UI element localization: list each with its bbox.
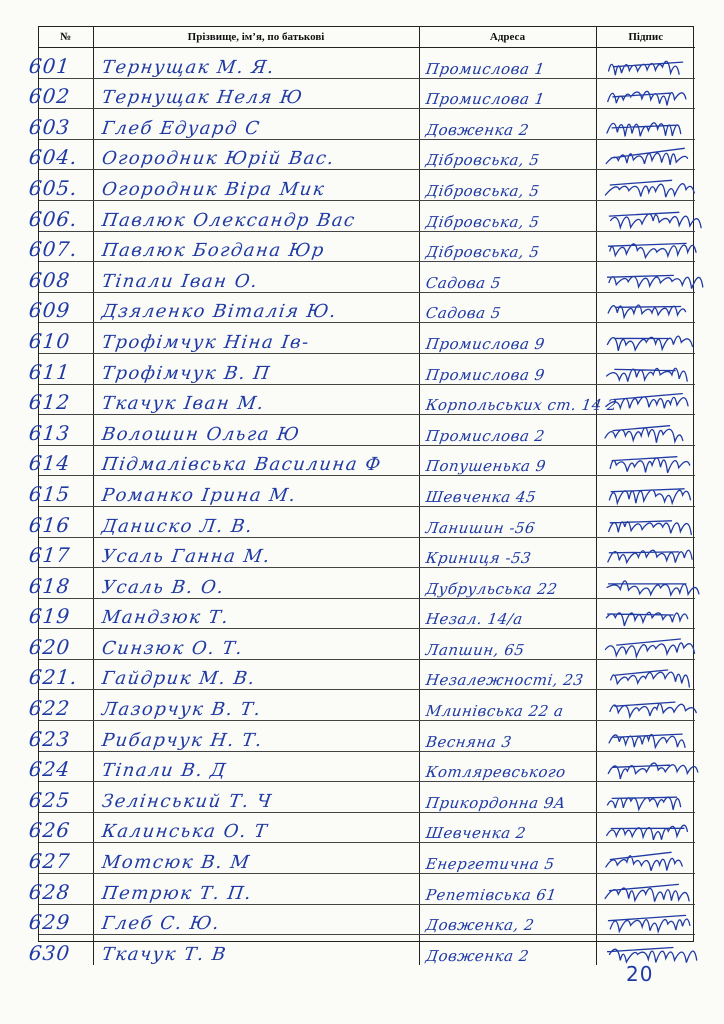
row-name-cell [93, 751, 419, 782]
table-row [39, 629, 695, 660]
row-number: 601 [27, 53, 72, 78]
handwritten-signature [597, 416, 696, 445]
row-address: Дібровська, 5 [424, 212, 541, 231]
row-number: 606. [27, 206, 79, 231]
row-number-cell [27, 629, 93, 660]
row-address-cell [419, 170, 596, 201]
table-row [39, 109, 695, 140]
row-name: Даниско Л. В. [100, 515, 255, 537]
table-row [39, 139, 695, 170]
row-address-cell [419, 445, 596, 476]
row-signature-cell [596, 170, 695, 201]
table-row [39, 170, 695, 201]
row-address-cell [419, 843, 596, 874]
row-name-cell [93, 200, 419, 231]
row-number-cell [27, 48, 93, 79]
row-name: Тернущак М. Я. [100, 56, 276, 78]
row-name-cell [93, 445, 419, 476]
table-row [39, 782, 695, 813]
row-name: Огородник Юрій Вас. [100, 148, 336, 170]
header-name: Прізвище, ім’я, по батькові [93, 27, 419, 48]
row-address: Дібровська, 5 [424, 243, 541, 262]
row-number-cell [27, 384, 93, 415]
row-address-cell [419, 812, 596, 843]
row-name: Петрюк Т. П. [100, 882, 254, 904]
row-number: 630 [27, 940, 72, 965]
row-address-cell [419, 659, 596, 690]
row-address-cell [419, 598, 596, 629]
row-number: 604. [27, 145, 79, 170]
row-number-cell [27, 445, 93, 476]
row-signature-cell [596, 568, 695, 599]
row-name-cell [93, 262, 419, 293]
table-row [39, 200, 695, 231]
row-address: Прикордонна 9А [424, 793, 567, 812]
row-number: 602 [27, 84, 72, 109]
table-row [39, 721, 695, 752]
table-row [39, 231, 695, 262]
row-signature-cell [596, 109, 695, 140]
table-row [39, 751, 695, 782]
row-number: 618 [27, 573, 72, 598]
row-name: Дзяленко Віталія Ю. [100, 301, 338, 323]
row-name-cell [93, 843, 419, 874]
row-number: 611 [27, 359, 72, 384]
row-address: Весняна 3 [424, 732, 513, 751]
row-signature-cell [596, 78, 695, 109]
row-address: Криниця -53 [424, 549, 532, 568]
row-number-cell [27, 170, 93, 201]
handwritten-signature [597, 691, 696, 720]
handwritten-signature [597, 263, 696, 292]
row-number-cell [27, 568, 93, 599]
handwritten-signature [597, 49, 696, 78]
row-number: 605. [27, 175, 79, 200]
row-address-cell [419, 537, 596, 568]
row-address-cell [419, 262, 596, 293]
table-row [39, 904, 695, 935]
row-number: 609 [27, 298, 72, 323]
row-number-cell [27, 323, 93, 354]
row-signature-cell [596, 751, 695, 782]
row-number: 614 [27, 451, 72, 476]
row-address: Садова 5 [424, 304, 502, 323]
row-name-cell [93, 415, 419, 446]
row-address-cell [419, 935, 596, 965]
row-signature-cell [596, 537, 695, 568]
row-address: Котляревського [424, 763, 567, 782]
row-address: Енергетична 5 [424, 855, 556, 874]
row-number: 629 [27, 910, 72, 935]
row-number-cell [27, 109, 93, 140]
handwritten-signature [597, 171, 696, 200]
row-address: Промислова 1 [424, 59, 546, 78]
row-name-cell [93, 170, 419, 201]
row-number: 623 [27, 726, 72, 751]
table-row [39, 506, 695, 537]
row-number: 620 [27, 634, 72, 659]
row-address-cell [419, 48, 596, 79]
row-name: Огородник Віра Мик [100, 178, 327, 200]
row-address-cell [419, 690, 596, 721]
row-number-cell [27, 874, 93, 905]
table-row [39, 445, 695, 476]
row-name-cell [93, 476, 419, 507]
row-number: 624 [27, 757, 72, 782]
row-name-cell [93, 292, 419, 323]
row-number: 622 [27, 696, 72, 721]
row-address-cell [419, 415, 596, 446]
row-number: 625 [27, 787, 72, 812]
row-address: Корпольських ст. 14 2 [424, 396, 618, 415]
row-address-cell [419, 200, 596, 231]
signature-sheet [27, 26, 694, 965]
row-name: Тіпали Іван О. [100, 270, 260, 292]
row-name: Усаль Ганна М. [100, 546, 272, 568]
row-signature-cell [596, 139, 695, 170]
row-signature-cell [596, 812, 695, 843]
handwritten-signature [597, 446, 696, 475]
row-name: Мотсюк В. М [100, 852, 252, 874]
row-number: 627 [27, 849, 72, 874]
handwritten-signature [597, 844, 696, 873]
row-number-cell [27, 353, 93, 384]
handwritten-signature [597, 905, 696, 934]
row-name: Трофімчук Ніна Ів- [100, 331, 311, 353]
row-address: Шевченка 45 [424, 487, 537, 506]
row-signature-cell [596, 782, 695, 813]
table-row [39, 415, 695, 446]
row-address-cell [419, 323, 596, 354]
handwritten-signature [597, 813, 696, 842]
row-name: Глеб С. Ю. [100, 913, 222, 935]
handwritten-signature [597, 293, 696, 322]
row-name: Ткачук Іван М. [100, 393, 266, 415]
row-name-cell [93, 537, 419, 568]
row-number-cell [27, 782, 93, 813]
handwritten-signature [597, 79, 696, 108]
row-name-cell [93, 629, 419, 660]
row-address-cell [419, 629, 596, 660]
row-address: Дубрульська 22 [424, 579, 559, 598]
row-name-cell [93, 598, 419, 629]
row-address-cell [419, 139, 596, 170]
table-row [39, 476, 695, 507]
row-number: 613 [27, 420, 72, 445]
handwritten-signature [597, 660, 696, 689]
row-number-cell [27, 231, 93, 262]
row-address: Незал. 14/а [424, 610, 524, 629]
row-address-cell [419, 109, 596, 140]
row-name-cell [93, 721, 419, 752]
row-address-cell [419, 292, 596, 323]
row-number-cell [27, 812, 93, 843]
row-signature-cell [596, 292, 695, 323]
row-signature-cell [596, 353, 695, 384]
table-row [39, 598, 695, 629]
row-signature-cell [596, 200, 695, 231]
row-name: Глеб Едуард С [100, 117, 262, 139]
row-signature-cell [596, 262, 695, 293]
table-row [39, 262, 695, 293]
row-number: 608 [27, 267, 72, 292]
row-name: Рибарчук Н. Т. [100, 729, 264, 751]
row-address-cell [419, 384, 618, 415]
row-signature-cell [596, 659, 695, 690]
handwritten-signature [597, 508, 696, 537]
table-row [39, 690, 695, 721]
table-row [39, 78, 695, 109]
handwritten-signature [597, 722, 696, 751]
row-address-cell [419, 904, 596, 935]
row-name-cell [93, 48, 419, 79]
signatures-table [27, 27, 695, 965]
row-address: Довженка 2 [424, 120, 530, 139]
row-number-cell [27, 78, 93, 109]
row-address: Дібровська, 5 [424, 181, 541, 200]
row-address: Незалежності, 23 [424, 671, 585, 690]
row-number: 615 [27, 481, 72, 506]
row-name: Тіпали В. Д [100, 760, 228, 782]
handwritten-signature [597, 630, 696, 659]
row-name-cell [93, 690, 419, 721]
table-row [39, 292, 695, 323]
row-number-cell [27, 659, 93, 690]
row-name-cell [93, 506, 419, 537]
handwritten-signature [597, 569, 696, 598]
row-number: 626 [27, 818, 72, 843]
row-address: Промислова 1 [424, 90, 546, 109]
row-signature-cell [596, 598, 695, 629]
table-header-row [39, 27, 695, 48]
row-name-cell [93, 904, 419, 935]
row-address-cell [419, 353, 596, 384]
handwritten-signature [597, 324, 696, 353]
handwritten-signature [597, 783, 696, 812]
row-signature-cell [596, 904, 695, 935]
table-row [39, 353, 695, 384]
row-number-cell [27, 262, 93, 293]
page-number: 20 [626, 962, 654, 986]
header-number: № [39, 27, 93, 48]
row-number-cell [27, 751, 93, 782]
handwritten-signature [597, 752, 696, 781]
handwritten-signature [597, 232, 696, 261]
row-address-cell [419, 568, 596, 599]
row-number: 603 [27, 114, 72, 139]
row-signature-cell [596, 629, 695, 660]
row-signature-cell [596, 721, 695, 752]
row-address-cell [419, 782, 596, 813]
row-address-cell [419, 78, 596, 109]
row-address: Промислова 9 [424, 365, 546, 384]
row-address: Довженка 2 [424, 946, 530, 965]
row-signature-cell [596, 506, 695, 537]
handwritten-signature [597, 599, 696, 628]
row-name: Волошин Ольга Ю [100, 423, 302, 445]
row-name: Мандзюк Т. [100, 607, 231, 629]
row-number-cell [27, 139, 93, 170]
row-name-cell [93, 568, 419, 599]
row-address: Млинівська 22 а [424, 702, 565, 721]
row-name-cell [93, 812, 419, 843]
row-name: Синзюк О. Т. [100, 637, 245, 659]
table-row [39, 659, 695, 690]
row-address-cell [419, 721, 596, 752]
handwritten-signature [597, 110, 696, 139]
row-number: 617 [27, 543, 72, 568]
row-address-cell [419, 476, 596, 507]
handwritten-signature [597, 538, 696, 567]
table-row [39, 935, 695, 965]
table-row [39, 537, 695, 568]
row-signature-cell [596, 843, 695, 874]
row-signature-cell [596, 874, 695, 905]
row-name: Трофімчук В. П [100, 362, 272, 384]
row-address-cell [419, 506, 596, 537]
table-row [39, 812, 695, 843]
table-body [27, 48, 695, 965]
handwritten-signature [597, 355, 696, 384]
handwritten-signature [597, 202, 696, 231]
header-signature: Підпис [596, 27, 695, 48]
handwritten-signature [597, 477, 696, 506]
row-address-cell [419, 751, 596, 782]
row-address: Ланишин -56 [424, 518, 536, 537]
row-address: Репетівська 61 [424, 885, 558, 904]
table-row [39, 323, 695, 354]
row-address-cell [419, 874, 596, 905]
row-address: Довженка, 2 [424, 916, 536, 935]
row-address: Садова 5 [424, 273, 502, 292]
row-name-cell [93, 109, 419, 140]
row-number: 619 [27, 604, 72, 629]
row-number-cell [27, 690, 93, 721]
row-name-cell [93, 384, 419, 415]
row-name: Павлюк Богдана Юр [100, 240, 326, 262]
handwritten-signature [597, 875, 696, 904]
row-name-cell [93, 659, 419, 690]
row-name: Калинська О. Т [100, 821, 269, 843]
row-signature-cell [596, 445, 695, 476]
handwritten-signature [597, 936, 696, 965]
row-name: Романко Ірина М. [100, 484, 298, 506]
row-number: 621. [27, 665, 79, 690]
table-row [39, 568, 695, 599]
row-signature-cell [596, 231, 695, 262]
row-number: 628 [27, 879, 72, 904]
row-signature-cell [596, 690, 695, 721]
row-name: Усаль В. О. [100, 576, 226, 598]
row-address: Дібровська, 5 [424, 151, 541, 170]
row-name: Ткачук Т. В [100, 943, 228, 965]
row-name: Зелінський Т. Ч [100, 790, 274, 812]
row-number-cell [27, 843, 93, 874]
row-number-cell [27, 506, 93, 537]
row-signature-cell [596, 476, 695, 507]
row-number-cell [27, 598, 93, 629]
row-name-cell [93, 231, 419, 262]
row-name-cell [93, 139, 419, 170]
row-name: Павлюк Олександр Вас [100, 209, 357, 231]
row-number-cell [27, 904, 93, 935]
row-name-cell [93, 782, 419, 813]
row-address: Промислова 9 [424, 334, 546, 353]
table-row [39, 874, 695, 905]
row-number: 610 [27, 328, 72, 353]
row-address: Шевченка 2 [424, 824, 527, 843]
row-name-cell [93, 935, 419, 965]
row-address: Промислова 2 [424, 426, 546, 445]
table-row [39, 48, 695, 79]
row-address: Попушенька 9 [424, 457, 547, 476]
row-number-cell [27, 537, 93, 568]
row-signature-cell [596, 935, 695, 965]
handwritten-signature [597, 140, 696, 169]
row-name-cell [93, 323, 419, 354]
table-row [39, 384, 695, 415]
row-signature-cell [596, 323, 695, 354]
row-signature-cell [596, 48, 695, 79]
row-number-cell [27, 292, 93, 323]
row-number-cell [27, 721, 93, 752]
row-name: Підмалівська Василина Ф [100, 454, 383, 476]
row-number-cell [27, 935, 93, 965]
row-number-cell [27, 476, 93, 507]
header-address: Адреса [419, 27, 596, 48]
table-row [39, 843, 695, 874]
row-address: Лапшин, 65 [424, 640, 526, 659]
row-number-cell [27, 415, 93, 446]
row-number: 612 [27, 390, 72, 415]
row-name-cell [93, 78, 419, 109]
row-name-cell [93, 353, 419, 384]
row-name: Лазорчук В. Т. [100, 699, 263, 721]
row-name: Тернущак Неля Ю [100, 87, 305, 109]
row-number: 616 [27, 512, 72, 537]
row-name-cell [93, 874, 419, 905]
row-number: 607. [27, 237, 79, 262]
row-address-cell [419, 231, 596, 262]
row-number-cell [27, 200, 93, 231]
row-name: Гайдрик М. В. [100, 668, 257, 690]
row-signature-cell [596, 415, 695, 446]
